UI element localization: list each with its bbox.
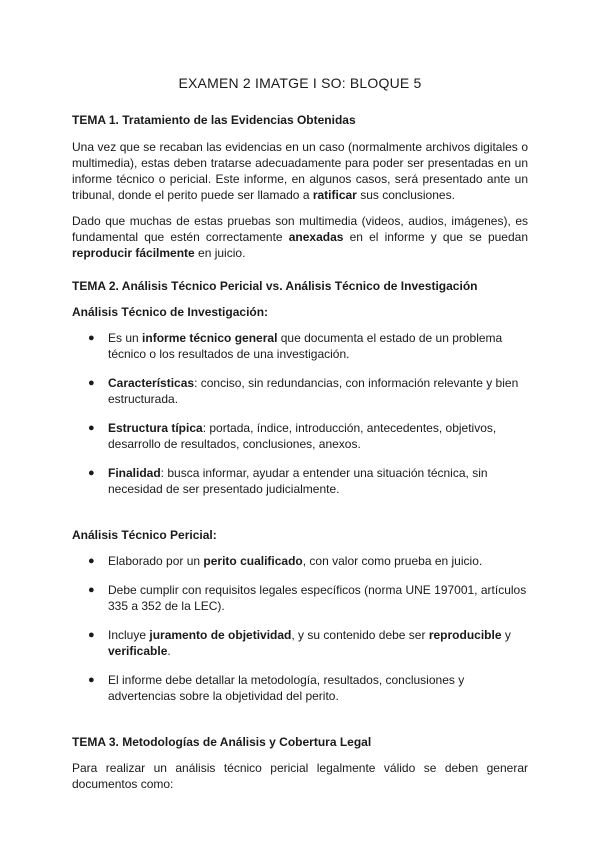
- list-item: [72, 582, 528, 614]
- text-run: , y su contenido debe ser: [291, 628, 429, 642]
- list-item: [72, 627, 528, 659]
- bullet-icon: ●: [88, 629, 95, 641]
- tema3-paragraph-1: Para realizar un análisis técnico pericial legalmente válido se deben generar documentos como:: [72, 761, 528, 791]
- text-run: Dado que muchas de estas pruebas son multimedia (videos, audios, imágenes), es fundamental que estén correctamente: [72, 214, 528, 244]
- bullet-icon: ●: [88, 377, 95, 389]
- text-run: .: [167, 644, 171, 658]
- bold-run: anexadas: [288, 230, 344, 244]
- bullet-icon: ●: [88, 332, 95, 344]
- bold-run: Finalidad: [108, 466, 161, 480]
- bullet-icon: ●: [88, 584, 95, 596]
- bullet-icon: ●: [88, 467, 95, 479]
- text-run: que documenta el estado de un problema técnico o los resultados de una investigación.: [108, 331, 503, 361]
- inv-list: [72, 330, 528, 497]
- text-run: Debe cumplir con requisitos legales específicos (norma UNE 197001, artículos 335 a 352 de la LEC).: [108, 583, 527, 613]
- text-run: en el informe y que se puedan: [343, 230, 528, 244]
- bullet-icon: ●: [88, 555, 95, 567]
- list-item: [72, 375, 528, 407]
- bold-run: verificable: [108, 644, 168, 658]
- per-list: [72, 553, 528, 704]
- bold-run: Estructura típica: [108, 421, 203, 435]
- text-run: : busca informar, ayudar a entender una situación técnica, sin necesidad de ser presentado judicialmente.: [108, 466, 488, 496]
- bold-run: reproducible: [428, 628, 502, 642]
- text-run: sus conclusiones.: [356, 188, 455, 202]
- text-run: Es un: [108, 331, 143, 345]
- bold-run: informe técnico general: [142, 331, 278, 345]
- tema3-heading: TEMA 3. Metodologías de Análisis y Cobertura Legal: [72, 735, 372, 749]
- list-item: [72, 330, 528, 362]
- tema1-heading: TEMA 1. Tratamiento de las Evidencias Obtenidas: [72, 113, 356, 127]
- text-run: Elaborado por un: [108, 554, 204, 568]
- text-run: y: [501, 628, 511, 642]
- inv-subheading: Análisis Técnico de Investigación:: [72, 305, 269, 319]
- list-item: [72, 672, 528, 704]
- text-run: Incluye: [108, 628, 150, 642]
- document-title: EXAMEN 2 IMATGE I SO: BLOQUE 5: [178, 75, 422, 91]
- bold-run: Características: [108, 376, 195, 390]
- bold-run: juramento de objetividad: [149, 628, 292, 642]
- bold-run: ratificar: [312, 188, 357, 202]
- list-item: [72, 420, 528, 452]
- bold-run: perito cualificado: [203, 554, 303, 568]
- text-run: El informe debe detallar la metodología, resultados, conclusiones y advertencias sobre la objetividad del perito.: [108, 673, 465, 703]
- list-item: [72, 465, 528, 497]
- text-run: , con valor como prueba en juicio.: [302, 554, 483, 568]
- tema2-heading: TEMA 2. Análisis Técnico Pericial vs. Análisis Técnico de Investigación: [72, 279, 478, 293]
- list-item: [72, 553, 528, 569]
- text-run: : portada, índice, introducción, antecedentes, objetivos, desarrollo de resultados, conclusiones, anexos.: [108, 421, 497, 451]
- bullet-icon: ●: [88, 422, 95, 434]
- tema1-paragraph-2: [72, 213, 528, 261]
- tema1-paragraph-1: [72, 139, 528, 203]
- text-run: Una vez que se recaban las evidencias en un caso (normalmente archivos digitales o multimedia), estas deben tratarse adecuadamente para poder ser presentadas en un informe técnico o pericial. Este informe, en algunos casos, será presentado ante un tribunal, donde el perito puede ser llamado a: [72, 140, 528, 202]
- bullet-icon: ●: [88, 674, 95, 686]
- bold-run: reproducir fácilmente: [72, 246, 195, 260]
- text-run: : conciso, sin redundancias, con información relevante y bien estructurada.: [108, 376, 519, 406]
- text-run: en juicio.: [194, 246, 246, 260]
- per-subheading: Análisis Técnico Pericial:: [72, 528, 217, 542]
